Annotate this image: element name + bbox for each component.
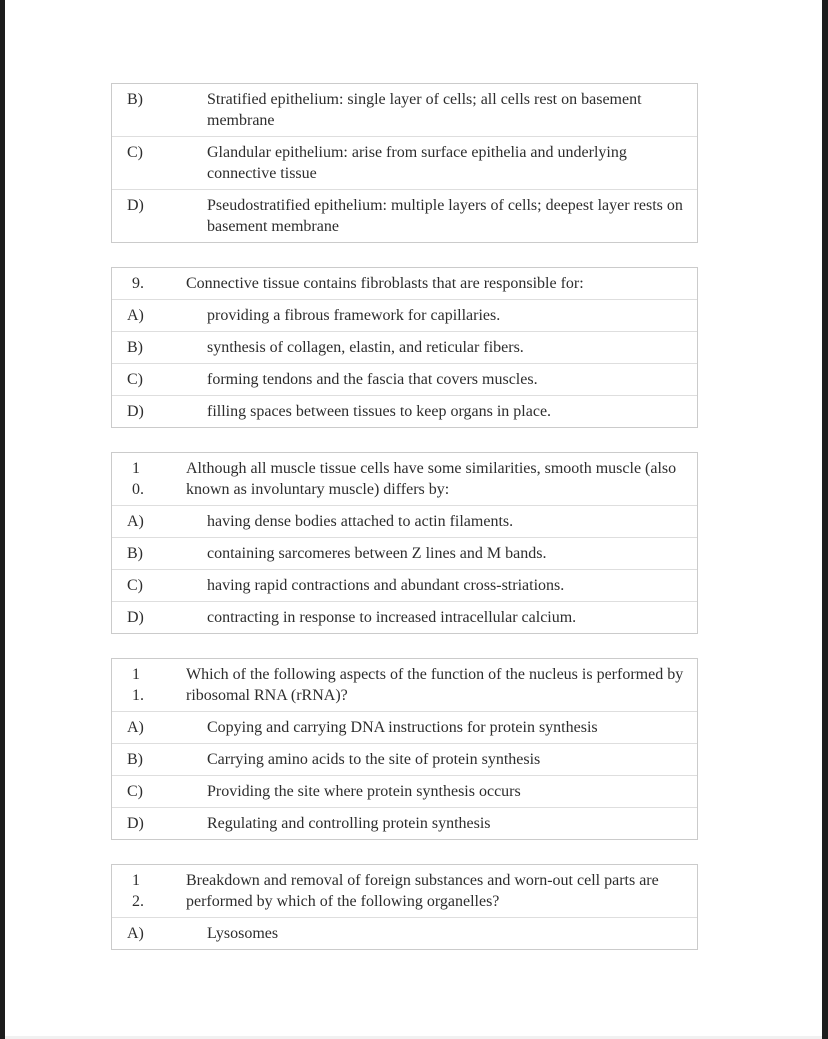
option-text: Copying and carrying DNA instructions for protein synthesis	[207, 719, 598, 736]
option-letter: C)	[127, 371, 143, 388]
option-letter-cell	[112, 776, 186, 807]
option-letter-cell	[112, 506, 186, 537]
option-row	[112, 743, 697, 775]
question-number: 9.	[132, 275, 144, 292]
option-text: Providing the site where protein synthesis occurs	[207, 783, 521, 800]
question-number-cell	[112, 659, 186, 711]
option-letter-cell	[112, 808, 186, 839]
option-letter-cell	[112, 137, 186, 189]
option-text: having rapid contractions and abundant cross-striations.	[207, 577, 565, 594]
option-letter: C)	[127, 577, 143, 594]
option-letter: A)	[127, 925, 144, 942]
option-row	[112, 807, 697, 839]
option-letter-cell	[112, 396, 186, 427]
option-letter-cell	[112, 332, 186, 363]
question-number: 12.	[132, 872, 144, 910]
option-row	[112, 775, 697, 807]
option-row	[112, 711, 697, 743]
question-row	[112, 268, 697, 299]
option-letter: A)	[127, 719, 144, 736]
quiz-content	[111, 83, 698, 974]
option-row	[112, 299, 697, 331]
question-number-cell	[112, 865, 186, 917]
option-row	[112, 363, 697, 395]
question-row	[112, 659, 697, 711]
question-text: Although all muscle tissue cells have some similarities, smooth muscle (also known as involuntary muscle) differs by:	[186, 460, 677, 498]
option-letter-cell	[112, 84, 186, 136]
option-letter: D)	[127, 609, 144, 626]
option-text: providing a fibrous framework for capillaries.	[207, 307, 501, 324]
option-letter-cell	[112, 190, 186, 242]
question-8-options-table	[111, 83, 698, 243]
option-row	[112, 537, 697, 569]
question-9-table	[111, 267, 698, 428]
option-text: filling spaces between tissues to keep organs in place.	[207, 403, 552, 420]
option-letter: C)	[127, 783, 143, 800]
option-row	[112, 136, 697, 189]
option-letter: D)	[127, 197, 144, 214]
option-text: Carrying amino acids to the site of protein synthesis	[207, 751, 541, 768]
question-text: Which of the following aspects of the function of the nucleus is performed by ribosomal RNA (rRNA)?	[186, 666, 684, 704]
option-row	[112, 84, 697, 136]
option-text: contracting in response to increased intracellular calcium.	[207, 609, 577, 626]
option-letter: A)	[127, 307, 144, 324]
option-text: Regulating and controlling protein synthesis	[207, 815, 491, 832]
option-row	[112, 331, 697, 363]
option-row	[112, 917, 697, 949]
option-row	[112, 505, 697, 537]
option-letter-cell	[112, 538, 186, 569]
option-text: Pseudostratified epithelium: multiple layers of cells; deepest layer rests on basement membrane	[207, 197, 683, 235]
question-text: Connective tissue contains fibroblasts that are responsible for:	[186, 275, 584, 292]
option-row	[112, 395, 697, 427]
question-number-cell	[112, 453, 186, 505]
option-letter: B)	[127, 91, 143, 108]
option-row	[112, 189, 697, 242]
question-number: 11.	[132, 666, 144, 704]
option-text: having dense bodies attached to actin filaments.	[207, 513, 514, 530]
question-text: Breakdown and removal of foreign substances and worn-out cell parts are performed by which of the following organelles?	[186, 872, 659, 910]
question-number: 10.	[132, 460, 144, 498]
option-text: Glandular epithelium: arise from surface epithelia and underlying connective tissue	[207, 144, 627, 182]
option-text: containing sarcomeres between Z lines and M bands.	[207, 545, 547, 562]
option-letter: D)	[127, 403, 144, 420]
option-letter: B)	[127, 339, 143, 356]
option-letter-cell	[112, 918, 186, 949]
option-text: forming tendons and the fascia that covers muscles.	[207, 371, 538, 388]
option-letter-cell	[112, 602, 186, 633]
right-edge-strip	[822, 0, 828, 1039]
option-letter-cell	[112, 300, 186, 331]
option-letter: A)	[127, 513, 144, 530]
left-edge-strip	[0, 0, 5, 1039]
option-row	[112, 601, 697, 633]
option-letter: B)	[127, 751, 143, 768]
option-row	[112, 569, 697, 601]
option-letter: D)	[127, 815, 144, 832]
option-text: Lysosomes	[207, 925, 279, 942]
option-text: Stratified epithelium: single layer of cells; all cells rest on basement membrane	[207, 91, 642, 129]
option-letter-cell	[112, 364, 186, 395]
question-12-table	[111, 864, 698, 950]
option-letter-cell	[112, 744, 186, 775]
question-row	[112, 453, 697, 505]
question-11-table	[111, 658, 698, 840]
question-10-table	[111, 452, 698, 634]
option-text: synthesis of collagen, elastin, and reticular fibers.	[207, 339, 524, 356]
option-letter: C)	[127, 144, 143, 161]
question-number-cell	[112, 268, 186, 299]
option-letter: B)	[127, 545, 143, 562]
option-letter-cell	[112, 712, 186, 743]
question-row	[112, 865, 697, 917]
option-letter-cell	[112, 570, 186, 601]
